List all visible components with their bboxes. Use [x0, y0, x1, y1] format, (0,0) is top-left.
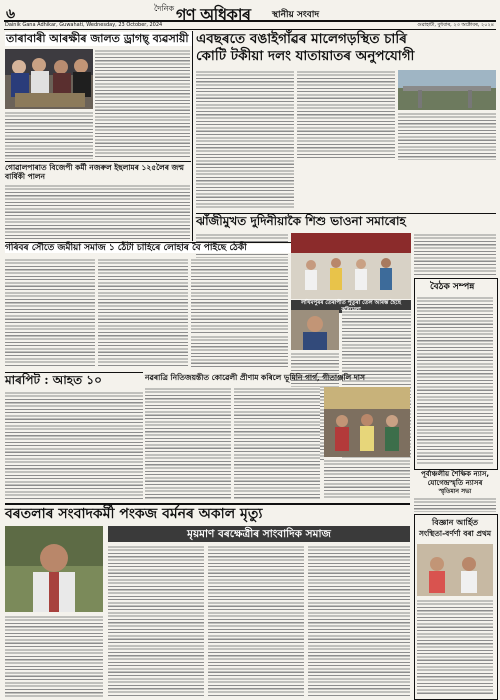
article-flood-col3b — [191, 335, 288, 368]
paper-dainik-label: দৈনিক — [154, 4, 175, 13]
section-label: স্থানীয় সংবাদ — [272, 10, 320, 20]
headline-bongaigaon-l1: এবছৰতে বঙাইগাঁৱৰ মালেগড়স্থিত চাৰি — [196, 31, 407, 47]
headline-jhalmuri: ঝাঁজীমুখত দুদিনীয়াকৈ শিশু ভাওনা সমাৰোহ — [196, 214, 406, 228]
headline-navratri: নৱৰাত্ৰি নিতিজয়ন্তীত কোৱেলী প্ৰীণাম কৰিলে ভূমিনি গাৰ্গ, গীতাঞ্জলি দাস — [145, 373, 365, 382]
page-number: ৬ — [6, 6, 16, 22]
article-jhalmuri-col3 — [414, 233, 496, 275]
article-bongaigaon-col2 — [297, 70, 395, 160]
headline-science-l1: বিজ্ঞান আৰ্হিত — [431, 518, 479, 527]
photo-pankaj — [5, 526, 103, 612]
article-flood-col2 — [98, 258, 188, 368]
banner-journalist-society: মৃয়মাণ বৰক্ষেত্ৰীৰ সাংবাদিক সমাজ — [108, 526, 410, 542]
article-goalpara-body — [5, 184, 190, 239]
article-navratri-col1 — [145, 387, 231, 499]
article-baithak-body — [417, 296, 493, 464]
headline-lakhim: লখিমপুৰৰ তেৰাপীত পুতুৰা তেল আৰম্ভ হৈছে — [291, 300, 411, 313]
article-mallapit-body — [5, 391, 143, 499]
article-society-col3 — [308, 545, 410, 697]
dateline: Dainik Gana Adhikar, Guwahati, Wednesday, 23 October, 2024 — [5, 22, 163, 28]
headline-puja-l1: পূৰ্বাঞ্চলীয় শৈক্ষিক ন্যাস, — [420, 470, 490, 478]
section-rule-5 — [5, 503, 410, 505]
headline-puja-l3: স্মৃতিমান সভা — [438, 488, 472, 495]
headline-baithak: বৈঠক সম্পন্ন — [430, 282, 475, 292]
article-society-col1 — [108, 545, 204, 697]
article-flood-col1 — [5, 258, 95, 368]
masthead-rule — [4, 29, 496, 30]
headline-pankaj: বৰতলাৰ সংবাদকৰ্মী পংকজ বৰ্মনৰ অকাল মৃত্যু — [5, 506, 263, 522]
article-trade-license-body — [95, 49, 190, 159]
headline-trade-license: তাৰাবাৰী আৰক্ষীৰ জালত ড্ৰাগছ্‌ ব্যৱসায়ী — [5, 32, 192, 46]
article-bongaigaon-col1 — [196, 70, 294, 210]
article-society-col2 — [208, 545, 304, 697]
photo-bhaona-stage — [291, 233, 411, 299]
article-bongaigaon-col3 — [398, 112, 496, 160]
article-pankaj-col1 — [5, 615, 103, 697]
article-trade-license-body-2 — [5, 111, 93, 159]
article-navratri-col2 — [234, 387, 320, 499]
photo-science — [417, 544, 493, 596]
photo-navratri — [324, 387, 410, 457]
headline-goalpara: গোৱালপাৰাত বিজেপী কৰ্মী নজৰুল ইছলামৰ ১২৫লৈৰ জন্ম বাৰ্ষিকী পালন — [5, 163, 184, 181]
article-flood-col3 — [191, 258, 288, 333]
photo-lakhim-portrait — [291, 310, 339, 350]
article-navratri-col3 — [324, 459, 410, 499]
headline-flood: গৰিবৰ সৌতে জমীয়া সমাজ ১ ঠেঁটা চাহিৰে লোহাৰ বৈ পাইছে ঠেকী — [5, 244, 291, 253]
date-bengali: গুৱাহাটী, বুধবাৰ, ২৩ অক্টোবৰ, ২০২৪ — [417, 22, 494, 28]
masthead — [4, 2, 496, 22]
paper-name: গণ অধিকাৰ — [176, 5, 251, 24]
section-rule — [5, 161, 191, 162]
headline-mallapit: মাৰপিট : আহত ১০ — [5, 373, 102, 387]
headline-science-l2: সংস্থিতা-বৰ্ণৰ্ণা বৰা প্ৰথম — [418, 529, 492, 538]
photo-seized-goods — [5, 49, 93, 109]
headline-puja-l2: যোগেন্দ্ৰস্মৃতি ন্যাসৰ — [427, 479, 483, 487]
headline-bongaigaon-l2: কোটি টকীয়া দলং যাতায়াতৰ অনুপযোগী — [196, 48, 415, 64]
photo-bridge — [398, 70, 496, 110]
article-puja-body — [414, 497, 496, 512]
column-rule — [192, 31, 193, 241]
article-science-body — [417, 599, 493, 695]
